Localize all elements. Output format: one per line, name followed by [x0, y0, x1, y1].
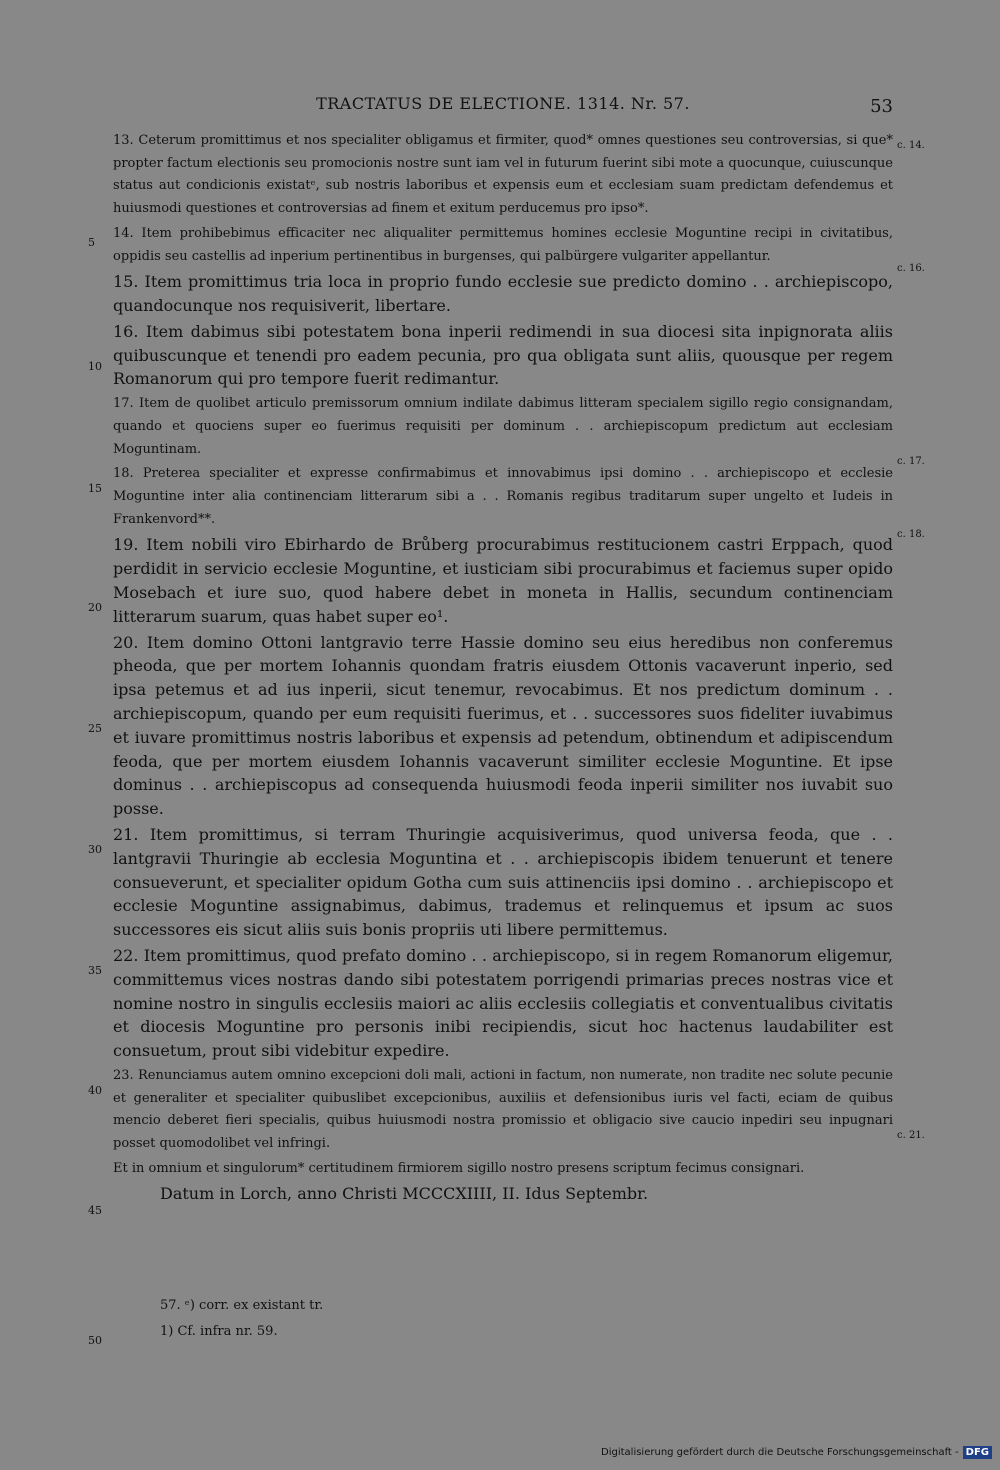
line-number: 35: [88, 964, 102, 977]
document-body: [113, 130, 893, 1208]
line-number: 15: [88, 482, 102, 495]
line-number: 45: [88, 1204, 102, 1217]
page-header: [113, 94, 893, 118]
margin-note: c. 16.: [897, 263, 925, 274]
line-number: 50: [88, 1334, 102, 1347]
corroboration: Et in omnium et singulorum* certitudinem firmiorem sigillo nostro presens scriptum fecimus consignari.: [113, 1160, 805, 1176]
margin-note: c. 17.: [897, 456, 925, 467]
footnotes: [160, 1298, 880, 1350]
footnote: 57. ᵉ) corr. ex existant tr.: [160, 1298, 324, 1313]
paragraph-13: 13. Ceterum promittimus et nos specialiter obligamus et firmiter, quod* omnes questiones seu controversias, si que* propter factum electionis seu promocionis nostre sunt iam vel in futurum fuerint sibi mote a quocunque, cuiuscunque status aut condicionis existatᵉ, sub nostris laboribus et expensis eum et ecclesiam suam predictam defendemus et huiusmodi questiones et controversias ad finem et exitum perducemus pro ipso*.: [113, 133, 893, 217]
line-number: 30: [88, 843, 102, 856]
paragraph-21: 21. Item promittimus, si terram Thuringie acquisiverimus, quod universa feoda, que . . lantgravii Thuringie ab ecclesia Moguntina et . . archiepiscopis ibidem tenuerunt et tenere consueverunt, et specialiter opidum Gotha cum suis attinenciis ipsi domino . . archiepiscopo et ecclesie Moguntine assignabimus, dabimus, trademus et relinquemus et ipsum ac suos successores eis sicut aliis suis bonis propriis uti libere permittemus.: [113, 824, 893, 940]
line-number: 40: [88, 1084, 102, 1097]
paragraph-23: 23. Renunciamus autem omnino excepcioni doli mali, actioni in factum, non numerate, non tradite nec solute pecunie et generaliter et specialiter quibuslibet excepcionibus, auxiliis et defensionibus iuris vel facti, eciam de quibus mencio deberet fieri specialis, quibus huiusmodi nostra promissio et obligacio sive caucio inpediri seu inpugnari posset quomodolibet vel infringi.: [113, 1067, 893, 1152]
running-title: TRACTATUS DE ELECTIONE. 1314. Nr. 57.: [316, 94, 690, 113]
line-number: 25: [88, 722, 102, 735]
paragraph-16: 16. Item dabimus sibi potestatem bona inperii redimendi in sua diocesi sita inpignorata aliis quibuscunque et tenendi pro eadem pecunia, pro qua obligata sunt aliis, quousque per regem Romanorum qui pro tempore fuerit redimantur.: [113, 321, 893, 389]
paragraph-20: 20. Item domino Ottoni lantgravio terre Hassie domino seu eius heredibus non conferemus pheoda, que per mortem Iohannis quondam fratris eiusdem Ottonis vacaverunt inperio, sed ipsa petemus et ad ius inperii, sicut tenemur, revocabimus. Et nos predictum dominum . . archiepiscopum, quando per eum requisiti fuerimus, et . . successores suos fideliter iuvabimus et iuvare promittimus nostris laboribus et expensis ad petendum, obtinendum et adipiscendum feoda, que per mortem eiusdem Iohannis vacaverunt similiter ecclesie Moguntine. Et ipse dominus . . archiepiscopus ad consequenda huiusmodi feoda inperii similiter nos iuvabit suo posse.: [113, 632, 893, 819]
page-number: 53: [870, 96, 893, 117]
dfg-logo: DFG: [963, 1446, 992, 1459]
footer-text: Digitalisierung gefördert durch die Deutsche Forschungsgemeinschaft -: [601, 1446, 959, 1458]
line-number: 10: [88, 360, 102, 373]
line-number: 20: [88, 601, 102, 614]
paragraph-14: 14. Item prohibebimus efficaciter nec aliqualiter permittemus homines ecclesie Moguntine recipi in civitatibus, oppidis seu castellis ad inperium pertinentibus in burgenses, qui palbürgere vulgariter appellantur.: [113, 225, 893, 264]
dating-clause: Datum in Lorch, anno Christi MCCCXIIII, II. Idus Septembr.: [160, 1184, 649, 1204]
margin-note: c. 18.: [897, 529, 925, 540]
paragraph-22: 22. Item promittimus, quod prefato domino . . archiepiscopo, si in regem Romanorum eligemur, committemus vices nostras dando sibi potestatem porrigendi primarias preces nostras vice et nomine nostro in singulis ecclesiis maiori ac aliis ecclesiis collegiatis et conventualibus civitatis et diocesis Moguntine pro personis inibi recipiendis, sicut hoc hactenus laudabiliter est consuetum, prout sibi videbitur expedire.: [113, 945, 893, 1061]
paragraph-19: 19. Item nobili viro Ebirhardo de Brůberg procurabimus restitucionem castri Erppach, quod perdidit in servicio ecclesie Moguntine, et iusticiam sibi procurabimus et faciemus super opido Mosebach et iure suo, quod habere debet in moneta in Hallis, secundum continenciam litterarum suarum, quas habet super eo¹.: [113, 535, 893, 626]
line-number: 5: [88, 236, 95, 249]
paragraph-15: 15. Item promittimus tria loca in proprio fundo ecclesie sue predicto domino . . archiepiscopo, quandocunque nos requisiverit, libertare.: [113, 272, 893, 316]
paragraph-17: 17. Item de quolibet articulo premissorum omnium indilate dabimus litteram specialem sigillo regio consignandam, quando et quociens super eo fuerimus requisiti per dominum . . archiepiscopum predictum aut ecclesiam Moguntinam.: [113, 396, 893, 457]
footnote: 1) Cf. infra nr. 59.: [160, 1324, 278, 1339]
paragraph-18: 18. Preterea specialiter et expresse confirmabimus et innovabimus ipsi domino . . archiepiscopo et ecclesie Moguntine inter alia continenciam litterarum sibi a . . Romanis regibus traditarum super ungelto et Iudeis in Frankenvord**.: [113, 466, 893, 527]
margin-note: c. 14.: [897, 140, 925, 151]
margin-note: c. 21.: [897, 1130, 925, 1141]
digitization-footer: [601, 1444, 992, 1460]
